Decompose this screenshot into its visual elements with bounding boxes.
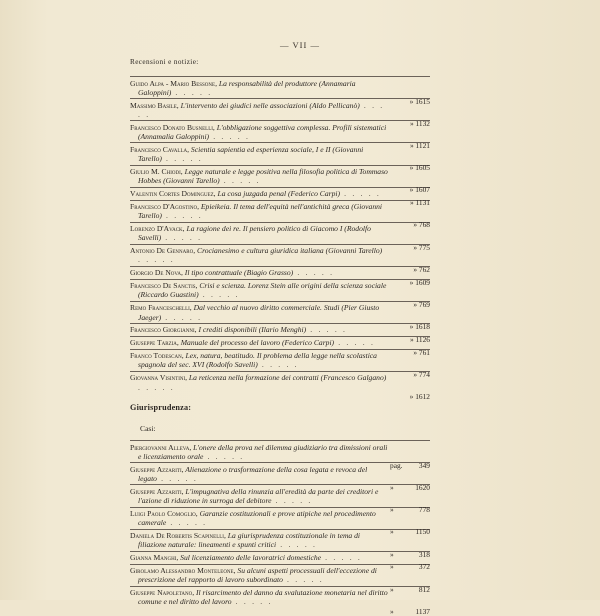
entry-title: Crisi e scienza. Lorenz Stein alle origini della scienza sociale (Riccardo Guastini) bbox=[138, 281, 387, 300]
entry-author: Giovanna Visintini, bbox=[130, 373, 188, 383]
page-prefix: » bbox=[390, 606, 394, 616]
entry-text bbox=[130, 79, 430, 97]
entry-text bbox=[130, 373, 430, 391]
page-number-header: — VII — bbox=[280, 40, 320, 50]
entry-author: Giuseppe Azzariti, bbox=[130, 464, 184, 474]
page-prefix: pag. bbox=[390, 461, 403, 471]
entry-divider bbox=[130, 462, 430, 463]
entry-author: Giorgio De Nova, bbox=[130, 268, 183, 278]
entry-author: Antonio De Gennaro, bbox=[130, 246, 196, 256]
dot-leader: . . . . . bbox=[257, 360, 299, 370]
entry-divider bbox=[130, 336, 430, 337]
entry-title: L'obbligazione soggettiva complessa. Profili sistematici (Annamalia Galoppini) bbox=[138, 122, 387, 142]
entry-text bbox=[130, 588, 430, 606]
entry-divider bbox=[130, 76, 430, 77]
entry-divider bbox=[130, 507, 430, 508]
page-number: » 1126 bbox=[409, 334, 430, 344]
entry-text bbox=[130, 101, 430, 119]
entry-divider bbox=[130, 98, 430, 99]
entry-title: Legge naturale e legge positiva nella filosofia politica di Tommaso Hobbes (Giovanni Tarello) bbox=[138, 167, 388, 186]
entry-text bbox=[130, 246, 430, 264]
page-number: 318 bbox=[418, 549, 430, 559]
entry-title: La giurisprudenza costituzionale in tema di filiazione naturale: lineamenti e spunti critici bbox=[138, 531, 361, 550]
page-number: » 774 bbox=[413, 369, 430, 379]
entry-title: L'impugnativa della rinunzia all'eredità da parte dei creditori e l'azione di riduzione in surroga del debitore bbox=[138, 486, 379, 506]
entry-divider bbox=[130, 266, 430, 267]
page-number: » 1605 bbox=[409, 163, 430, 173]
entry-title: Epieikeia. Il tema dell'equità nell'antichità greca (Giovanni Tarello) bbox=[138, 202, 383, 221]
page-prefix: » bbox=[390, 562, 394, 572]
entry-divider bbox=[130, 244, 430, 245]
entry-divider bbox=[130, 371, 430, 372]
dot-leader: . . . . . bbox=[209, 132, 251, 142]
entry-divider bbox=[130, 349, 430, 350]
entry-author: Gianna Manghi, bbox=[130, 553, 179, 563]
dot-leader: . . . . . bbox=[306, 325, 348, 335]
page-number: » 769 bbox=[413, 299, 430, 309]
entry-title: La cosa juzgada penal (Federico Carpi) bbox=[215, 189, 341, 199]
entry-divider bbox=[130, 165, 430, 166]
entry-author: Francesco D'Agostino, bbox=[130, 202, 199, 212]
dot-leader: . . . . . bbox=[219, 176, 261, 186]
dot-leader: . . . . . bbox=[276, 540, 318, 550]
page-number: 349 bbox=[418, 461, 430, 471]
entry-text bbox=[130, 487, 430, 505]
entry-divider bbox=[130, 301, 430, 302]
page-prefix: » bbox=[390, 527, 394, 537]
entry-title: Crocianesimo e cultura giuridica italiana (Giovanni Tarello) bbox=[195, 246, 383, 256]
dot-leader: . . . . . bbox=[161, 312, 203, 322]
entry-title: Il risarcimento del danno da svalutazione monetaria nel diritto comune e nel diritto del lavoro bbox=[138, 588, 388, 607]
entry-title: Scientia sapientia ed esperienza sociale, I e II (Giovanni Tarello) bbox=[138, 144, 364, 164]
page-number: 778 bbox=[418, 505, 430, 515]
entry-author: Giuseppe Tarzia, bbox=[130, 338, 179, 348]
entry-author: Francesco De Sanctis, bbox=[130, 281, 198, 291]
page-number: » 1609 bbox=[409, 277, 430, 287]
page-number: » 1618 bbox=[409, 321, 430, 331]
entry-divider bbox=[130, 440, 430, 441]
dot-leader: . . . . . bbox=[156, 474, 198, 484]
entry-author: Massimo Basile, bbox=[130, 100, 179, 110]
list-item bbox=[130, 373, 430, 401]
entry-author: Daniela De Robertis Scapinelli, bbox=[130, 531, 226, 541]
page-number: » 1615 bbox=[409, 97, 430, 107]
entry-title: Sul licenziamento delle lavoratrici domestiche bbox=[178, 553, 322, 563]
entry-divider bbox=[130, 564, 430, 565]
page-number: 1620 bbox=[415, 483, 430, 493]
entry-author: Giulio M. Chiodi, bbox=[130, 167, 183, 177]
entry-text bbox=[130, 202, 430, 220]
page-number: 1137 bbox=[415, 606, 430, 616]
entry-divider bbox=[130, 551, 430, 552]
entry-title: Alienazione o trasformazione della cosa legata e revoca del legato bbox=[138, 464, 368, 484]
entry-text bbox=[130, 123, 430, 141]
entry-title: Manuale del processo del lavoro (Federico Carpi) bbox=[178, 338, 335, 348]
entry-text bbox=[130, 338, 430, 347]
entry-title: L'intervento dei giudici nelle associazioni (Aldo Pellicanò) bbox=[178, 100, 360, 110]
entry-text bbox=[130, 566, 430, 584]
list-item bbox=[130, 588, 430, 616]
dot-leader: . . . . . bbox=[321, 553, 363, 563]
entry-author: Valentin Cortes Dominguez, bbox=[130, 189, 216, 199]
page-number: 1150 bbox=[415, 527, 430, 537]
entry-author: Giuseppe Napoletano, bbox=[130, 588, 195, 598]
entry-title: Il tipo contrattuale (Biagio Grasso) bbox=[182, 268, 294, 278]
entry-divider bbox=[130, 323, 430, 324]
entry-author: Francesco Donato Busnelli, bbox=[130, 122, 215, 132]
entry-author: Francesco Cavalla, bbox=[130, 144, 190, 154]
entry-title: Garanzie costituzionali e prove atipiche nel procedimento camerale bbox=[138, 509, 376, 528]
page-number: 812 bbox=[418, 584, 430, 594]
entry-title: Lex, natura, beatitudo. Il problema della legge nella scolastica spagnola del sec. XVI (Rodolfo Savelli) bbox=[138, 351, 377, 370]
entry-divider bbox=[130, 200, 430, 201]
entry-divider bbox=[130, 529, 430, 530]
page-number: » 768 bbox=[413, 220, 430, 230]
entry-divider bbox=[130, 142, 430, 143]
entry-divider bbox=[130, 222, 430, 223]
dot-leader: . . . . . bbox=[138, 100, 385, 119]
dot-leader: . . . . . bbox=[138, 382, 175, 392]
page-number: » 1121 bbox=[409, 141, 430, 151]
entry-title: La ragione dei re. Il pensiero politico di Giacomo I (Rodolfo Savelli) bbox=[138, 224, 371, 243]
entry-author: Franco Todescan, bbox=[130, 351, 184, 361]
dot-leader: . . . . . bbox=[161, 211, 203, 221]
table-of-contents bbox=[130, 58, 430, 616]
dot-leader: . . . . . bbox=[203, 452, 245, 461]
dot-leader: . . . . . bbox=[293, 268, 335, 278]
entry-divider bbox=[130, 187, 430, 188]
dot-leader: . . . . . bbox=[161, 154, 203, 164]
entry-text bbox=[130, 281, 430, 299]
section-title-recensioni: Recensioni e notizie: bbox=[130, 58, 199, 66]
page-number: » 1612 bbox=[409, 391, 430, 401]
entry-text bbox=[130, 443, 430, 461]
page-prefix: » bbox=[390, 584, 394, 594]
dot-leader: . . . . . bbox=[161, 233, 203, 243]
section-title-giurisprudenza: Giurisprudenza: bbox=[130, 402, 192, 412]
page-number: » 1131 bbox=[409, 198, 430, 208]
entry-author: Guido Alpa - Mario Bessone, bbox=[130, 78, 217, 88]
recensioni-list bbox=[130, 76, 430, 401]
dot-leader: . . . . . bbox=[166, 518, 208, 528]
entry-text bbox=[130, 531, 430, 549]
entry-title: L'onere della prova nel dilemma giudiziario tra dimissioni orali e licenziamento orale bbox=[138, 442, 388, 461]
giurisprudenza-list bbox=[130, 440, 430, 616]
entry-text bbox=[130, 325, 430, 334]
page-number: » 761 bbox=[413, 347, 430, 357]
entry-divider bbox=[130, 586, 430, 587]
entry-author: Remo Franceschelli, bbox=[130, 303, 192, 313]
entry-text bbox=[130, 553, 430, 562]
entry-text bbox=[130, 351, 430, 369]
dot-leader: . . . . . bbox=[282, 575, 324, 585]
entry-divider bbox=[130, 120, 430, 121]
page-number: » 762 bbox=[413, 264, 430, 274]
entry-title: La responsabilità del produttore (Annamaria Galoppini) bbox=[138, 78, 356, 97]
entry-author: Luigi Paolo Comoglio, bbox=[130, 509, 198, 519]
entry-text bbox=[130, 268, 430, 277]
entry-text bbox=[130, 465, 430, 483]
entry-text bbox=[130, 167, 430, 185]
page-number: 372 bbox=[418, 562, 430, 572]
dot-leader: . . . . . bbox=[271, 496, 313, 506]
entry-text bbox=[130, 224, 430, 242]
entry-title: Su alcuni aspetti processuali dell'eccezione di prescrizione del rapporto di lavoro subordinato bbox=[138, 566, 377, 585]
entry-divider bbox=[130, 279, 430, 280]
list-item bbox=[130, 464, 430, 493]
entry-text bbox=[130, 189, 430, 198]
entry-author: Piergiovanni Alleva, bbox=[130, 442, 192, 452]
dot-leader: . . . . . bbox=[171, 87, 213, 97]
dot-leader: . . . . . bbox=[340, 189, 382, 199]
entry-title: I crediti disponibili (Ilario Menghi) bbox=[196, 325, 307, 335]
page-prefix: » bbox=[390, 505, 394, 515]
subsection-title-casi: Casi: bbox=[140, 424, 156, 434]
dot-leader: . . . . . bbox=[138, 255, 175, 265]
entry-author: Girolamo Alessandro Monteleone, bbox=[130, 566, 236, 576]
entry-author: Francesco Giorgianni, bbox=[130, 325, 197, 335]
dot-leader: . . . . . bbox=[334, 338, 376, 348]
entry-author: Lorenzo D'Avack, bbox=[130, 224, 185, 234]
page-prefix: » bbox=[390, 549, 394, 559]
page-number: » 1607 bbox=[409, 185, 430, 195]
entry-text bbox=[130, 145, 430, 163]
entry-divider bbox=[130, 484, 430, 485]
page-number: » 1132 bbox=[409, 119, 430, 129]
entry-text bbox=[130, 303, 430, 321]
dot-leader: . . . . . bbox=[198, 290, 240, 300]
entry-author: Giuseppe Azzariti, bbox=[130, 486, 184, 496]
dot-leader: . . . . . bbox=[231, 597, 273, 607]
entry-title: Dal vecchio al nuovo diritto commerciale. Studi (Pier Giusto Jaeger) bbox=[138, 303, 380, 322]
entry-title: La reticenza nella formazione dei contratti (Francesco Galgano) bbox=[187, 373, 387, 383]
entry-text bbox=[130, 509, 430, 527]
page-prefix: » bbox=[390, 483, 394, 493]
page-number: » 775 bbox=[413, 242, 430, 252]
